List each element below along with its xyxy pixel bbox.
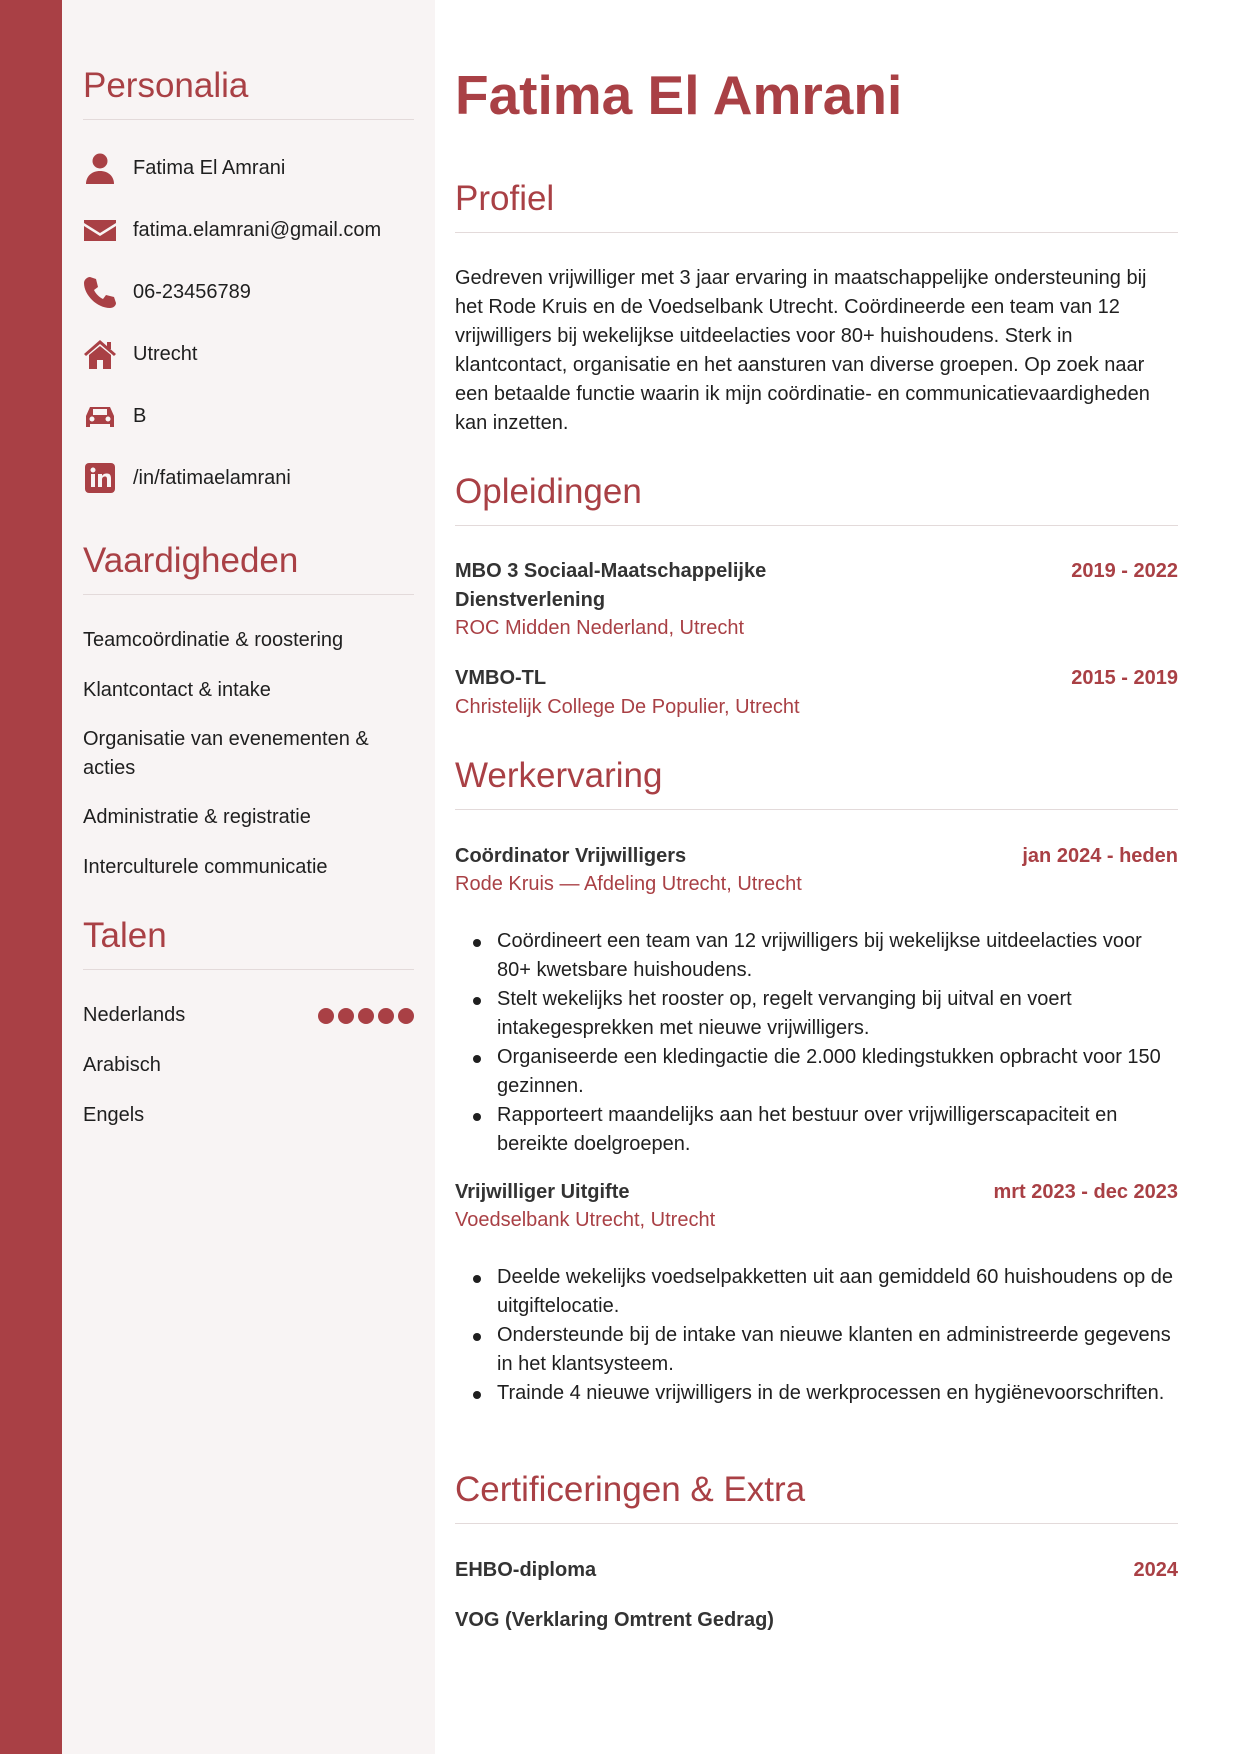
accent-stripe (0, 0, 62, 1754)
work-entry (455, 1178, 1178, 1207)
skill-item: Teamcoördinatie & roostering (83, 629, 344, 651)
profile-text: Gedreven vrijwilliger met 3 jaar ervaring in maatschappelijke ondersteuning bij het Rode Kruis en de Voedselbank Utrecht. Coördineerde een team van 12 vrijwilligers bij wekelijkse uitdeelacties voor 80+ huishoudens. Sterk in klantcontact, organisatie en het aansturen van diverse groepen. Op zoek naar een betaalde functie waarin ik mijn coördinatie- en communicatievaardigheden kan inzetten. (455, 267, 1150, 434)
education-title: VMBO-TL (455, 667, 547, 689)
languages-heading: Talen (83, 916, 414, 970)
work-bullets (455, 1263, 1178, 1408)
profile-heading: Profiel (455, 179, 1178, 233)
work-organization: Voedselbank Utrecht, Utrecht (455, 1209, 716, 1231)
user-icon (83, 151, 117, 185)
language-item (83, 1051, 414, 1080)
work-bullet: Coördineert een team van 12 vrijwilligers bij wekelijkse uitdeelacties voor 80+ kwetsbare huishoudens. (455, 927, 1178, 985)
phone-icon (83, 275, 117, 309)
work-entry (455, 842, 1178, 871)
work-bullet: Deelde wekelijks voedselpakketten uit aan gemiddeld 60 huishoudens op de uitgiftelocatie. (455, 1263, 1178, 1321)
education-title: MBO 3 Sociaal-Maatschappelijke Dienstverlening (455, 560, 767, 611)
cert-date: 2024 (1133, 1559, 1178, 1581)
cert-title: VOG (Verklaring Omtrent Gedrag) (455, 1609, 774, 1631)
skill-item: Administratie & registratie (83, 806, 311, 828)
skill-item: Interculturele communicatie (83, 856, 328, 878)
work-title: Vrijwilliger Uitgifte (455, 1181, 630, 1203)
envelope-icon (83, 213, 117, 247)
cert-entry (455, 1606, 1178, 1635)
work-organization: Rode Kruis — Afdeling Utrecht, Utrecht (455, 873, 802, 895)
language-item (83, 1001, 414, 1030)
work-bullet: Stelt wekelijks het rooster op, regelt vervanging bij uitval en voert intakegesprekken met nieuwe vrijwilligers. (455, 985, 1178, 1043)
sidebar (62, 0, 435, 1754)
level-dot (358, 1008, 374, 1024)
car-icon (83, 399, 117, 433)
work-bullet: Ondersteunde bij de intake van nieuwe klanten en administreerde gegevens in het klantsysteem. (455, 1321, 1178, 1379)
work-bullet: Organiseerde een kledingactie die 2.000 kledingstukken opbracht voor 150 gezinnen. (455, 1043, 1178, 1101)
education-school: ROC Midden Nederland, Utrecht (455, 617, 745, 639)
skill-item: Klantcontact & intake (83, 679, 271, 701)
level-dot (318, 1008, 334, 1024)
contact-email[interactable]: fatima.elamrani@gmail.com (83, 210, 414, 250)
language-name: Engels (83, 1104, 145, 1126)
contact-drivers-license: B (83, 396, 414, 436)
work-heading: Werkervaring (455, 756, 1178, 810)
language-name: Arabisch (83, 1054, 161, 1076)
education-entry (455, 557, 1178, 615)
contact-name: Fatima El Amrani (83, 148, 414, 188)
contact-location: Utrecht (83, 334, 414, 374)
work-date: mrt 2023 - dec 2023 (993, 1181, 1178, 1203)
language-item (83, 1101, 414, 1130)
home-icon (83, 337, 117, 371)
certifications-heading: Certificeringen & Extra (455, 1470, 1178, 1524)
education-date: 2015 - 2019 (1071, 667, 1178, 689)
level-dot (378, 1008, 394, 1024)
page-title: Fatima El Amrani (455, 64, 903, 126)
work-bullet: Trainde 4 nieuwe vrijwilligers in de werkprocessen en hygiënevoorschriften. (455, 1379, 1178, 1408)
work-bullet: Rapporteert maandelijks aan het bestuur over vrijwilligerscapaciteit en bereikte doelgroepen. (455, 1101, 1178, 1159)
language-name: Nederlands (83, 1004, 186, 1026)
education-school: Christelijk College De Populier, Utrecht (455, 696, 800, 718)
work-title: Coördinator Vrijwilligers (455, 845, 687, 867)
education-date: 2019 - 2022 (1071, 560, 1178, 582)
work-date: jan 2024 - heden (1022, 845, 1178, 867)
cert-title: EHBO-diploma (455, 1559, 597, 1581)
personalia-heading: Personalia (83, 66, 414, 120)
linkedin-icon (83, 461, 117, 495)
cert-entry (455, 1556, 1178, 1585)
skills-heading: Vaardigheden (83, 541, 414, 595)
language-level-dots (318, 1008, 414, 1024)
level-dot (398, 1008, 414, 1024)
contact-phone[interactable]: 06-23456789 (83, 272, 414, 312)
skill-item: Organisatie van evenementen & acties (83, 728, 369, 779)
education-heading: Opleidingen (455, 472, 1178, 526)
level-dot (338, 1008, 354, 1024)
education-entry (455, 664, 1178, 693)
work-bullets (455, 927, 1178, 1159)
contact-linkedin[interactable]: /in/fatimaelamrani (83, 458, 414, 498)
